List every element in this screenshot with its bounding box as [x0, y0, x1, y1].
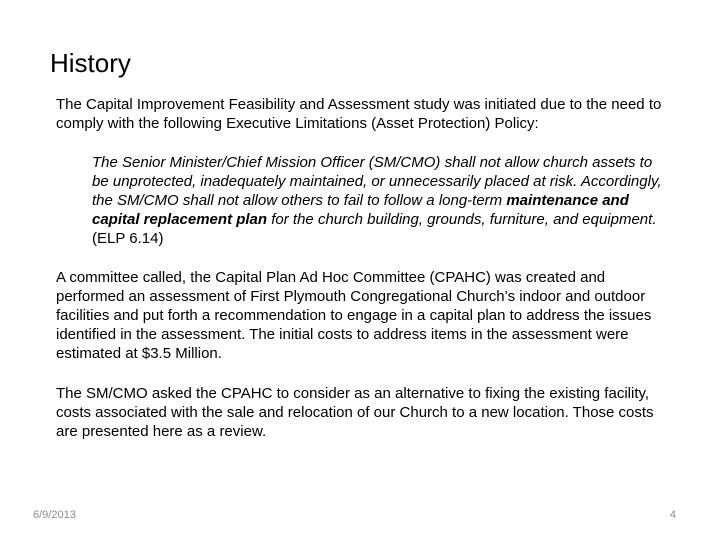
intro-paragraph: The Capital Improvement Feasibility and Assessment study was initiated due to the need to comply with the following Executive Limitations (Asset Protection) Policy: [56, 96, 662, 132]
page-number: 4 [669, 509, 676, 521]
review-paragraph: The SM/CMO asked the CPAHC to consider as an alternative to fixing the existing facility, costs associated with the sale and relocation of our Church to a new location. Those costs are presented here as a review. [56, 385, 654, 440]
footer-date: 6/9/2013 [33, 509, 76, 521]
committee-paragraph: A committee called, the Capital Plan Ad Hoc Committee (CPAHC) was created and performed an assessment of First Plymouth Congregational Church’s indoor and outdoor facilities and put forth a recommendation to engage in a capital plan to address the issues identified in the assessment. The initial costs to address items in the assessment were estimated at $3.5 Million. [56, 269, 652, 362]
policy-citation: (ELP 6.14) [92, 230, 164, 247]
slide-title: History [50, 48, 131, 78]
policy-quote [92, 153, 662, 248]
policy-quote-emphasis: maintenance and capital replacement plan [92, 192, 629, 228]
policy-quote-text-end: for the church building, grounds, furniture, and equipment. [267, 211, 657, 228]
policy-quote-text: The Senior Minister/Chief Mission Officer (SM/CMO) shall not allow church assets to be unprotected, inadequately maintained, or unnecessarily placed at risk. Accordingly, the SM/CMO shall not allow others to fail to follow a long-term [92, 154, 662, 209]
